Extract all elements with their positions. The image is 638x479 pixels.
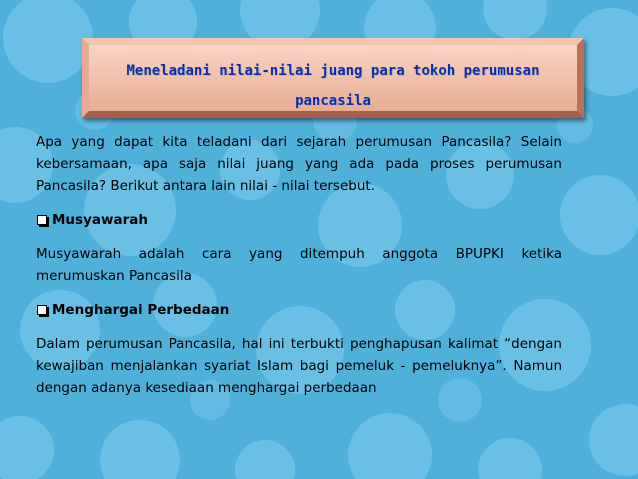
section-heading-label: Musyawarah bbox=[52, 212, 148, 228]
section-heading-menghargai-perbedaan bbox=[36, 299, 562, 321]
section-heading-label: Menghargai Perbedaan bbox=[52, 302, 230, 318]
checkbox-icon bbox=[37, 215, 47, 225]
slide-content bbox=[36, 131, 562, 399]
section-body-musyawarah: Musyawarah adalah cara yang ditempuh anggota BPUPKI ketika merumuskan Pancasila bbox=[36, 246, 562, 284]
slide-title-line-1: Meneladani nilai-nilai juang para tokoh perumusan bbox=[126, 63, 540, 79]
section-heading-musyawarah bbox=[36, 209, 562, 231]
intro-paragraph: Apa yang dapat kita teladani dari sejarah perumusan Pancasila? Selain kebersamaan, apa saja nilai juang yang ada pada proses perumusan Pancasila? Berikut antara lain nilai - nilai tersebut. bbox=[36, 134, 562, 194]
slide-title-line-2: pancasila bbox=[295, 93, 371, 109]
checkbox-icon bbox=[37, 305, 47, 315]
title-box bbox=[82, 38, 584, 118]
section-body-menghargai-perbedaan: Dalam perumusan Pancasila, hal ini terbukti penghapusan kalimat “dengan kewajiban menjalankan syariat Islam bagi pemeluk - pemeluknya”. Namun dengan adanya kesediaan menghargai perbedaan bbox=[36, 336, 562, 396]
